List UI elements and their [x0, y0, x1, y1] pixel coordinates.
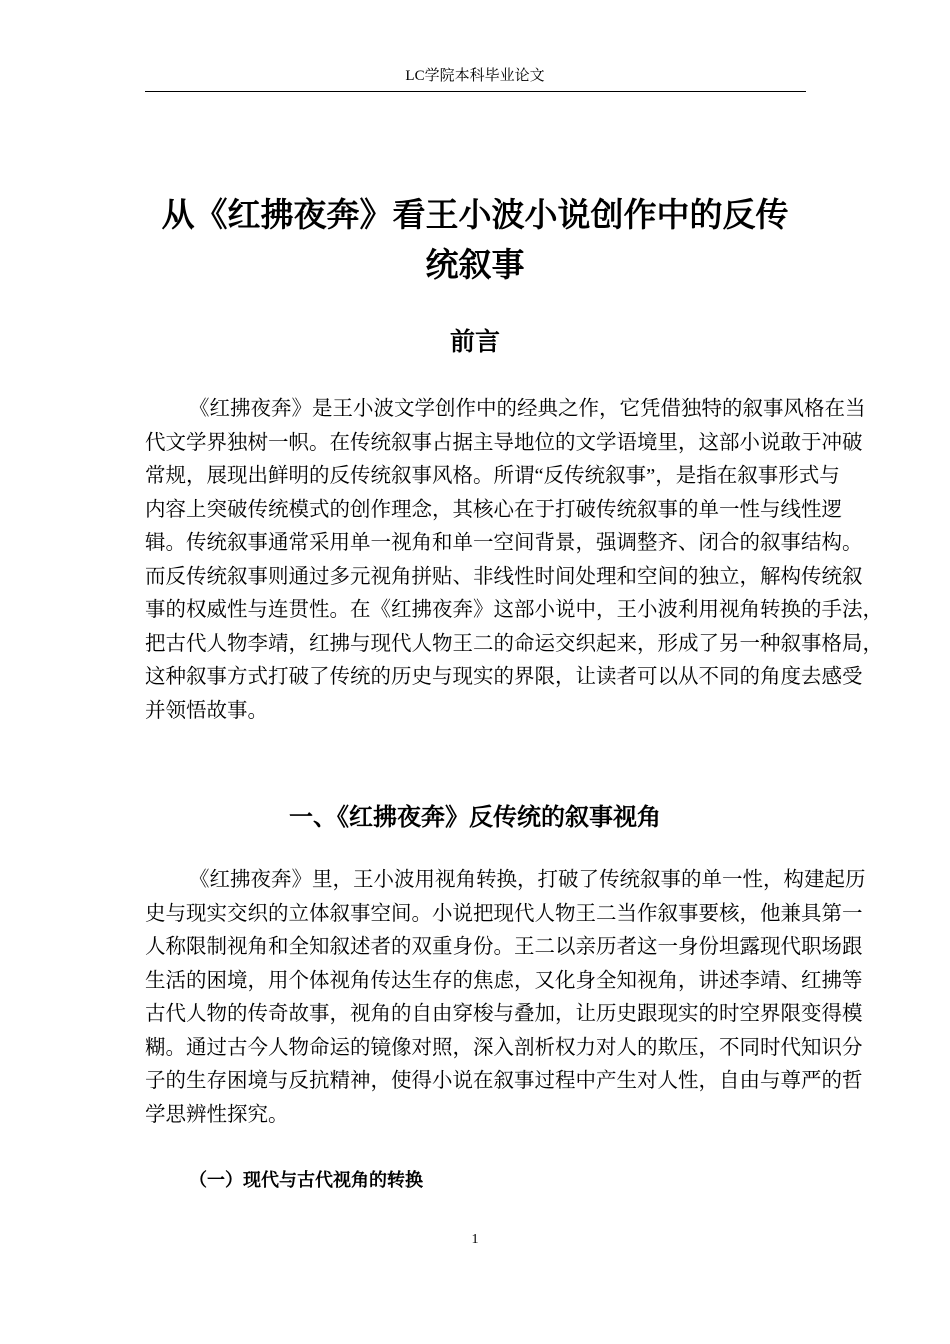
text-line: 史与现实交织的立体叙事空间。小说把现代人物王二当作叙事要核，他兼具第一: [145, 902, 863, 925]
text-line: 古代人物的传奇故事，视角的自由穿梭与叠加，让历史跟现实的时空界限变得模: [145, 1003, 863, 1025]
text-line: 把古代人物李靖，红拂与现代人物王二的命运交织起来，形成了另一种叙事格局，: [145, 632, 883, 655]
text-line: 并领悟故事。: [145, 699, 268, 722]
text-line: 而反传统叙事则通过多元视角拼贴、非线性时间处理和空间的独立，解构传统叙: [145, 565, 863, 588]
text-line: 糊。通过古今人物命运的镜像对照，深入剖析权力对人的欺压，不同时代知识分: [145, 1036, 863, 1059]
text-line: 辑。传统叙事通常采用单一视角和单一空间背景，强调整齐、闭合的叙事结构。: [145, 532, 863, 554]
text-line: 内容上突破传统模式的创作理念，其核心在于打破传统叙事的单一性与线性逻: [145, 498, 842, 521]
text-line: 事的权威性与连贯性。在《红拂夜奔》这部小说中，王小波利用视角转换的手法，: [145, 599, 883, 621]
preface-heading: 前言: [449, 327, 500, 356]
text-line: 子的生存困境与反抗精神，使得小说在叙事过程中产生对人性，自由与尊严的哲: [145, 1070, 863, 1092]
text-line: 生活的困境，用个体视角传达生存的焦虑，又化身全知视角，讲述李靖、红拂等: [145, 969, 863, 992]
subsection-heading: （一）现代与古代视角的转换: [189, 1170, 423, 1191]
running-header: LC学院本科毕业论文: [405, 68, 545, 84]
section-paragraph: [145, 864, 866, 1132]
text-line: 人称限制视角和全知叙述者的双重身份。王二以亲历者这一身份坦露现代职场跟: [145, 936, 863, 958]
text-line: 《红拂夜奔》里，王小波用视角转换，打破了传统叙事的单一性，构建起历: [189, 869, 866, 891]
text-line: 学思辨性探究。: [145, 1103, 289, 1126]
text-line: 代文学界独树一帜。在传统叙事占据主导地位的文学语境里，这部小说敢于冲破: [145, 431, 863, 454]
document-title: [120, 190, 830, 290]
header-rule: [145, 91, 806, 92]
page-number: 1: [471, 1232, 479, 1247]
preface-paragraph: [145, 393, 883, 728]
text-line: 《红拂夜奔》是王小波文学创作中的经典之作，它凭借独特的叙事风格在当: [189, 398, 866, 420]
section-heading: 一、《红拂夜奔》反传统的叙事视角: [289, 803, 661, 831]
text-line: 常规，展现出鲜明的反传统叙事风格。所谓“反传统叙事”，是指在叙事形式与: [145, 465, 840, 487]
title-line: 从《红拂夜奔》看王小波小说创作中的反传: [161, 195, 789, 234]
title-line: 统叙事: [425, 245, 525, 284]
text-line: 这种叙事方式打破了传统的历史与现实的界限，让读者可以从不同的角度去感受: [145, 666, 863, 688]
